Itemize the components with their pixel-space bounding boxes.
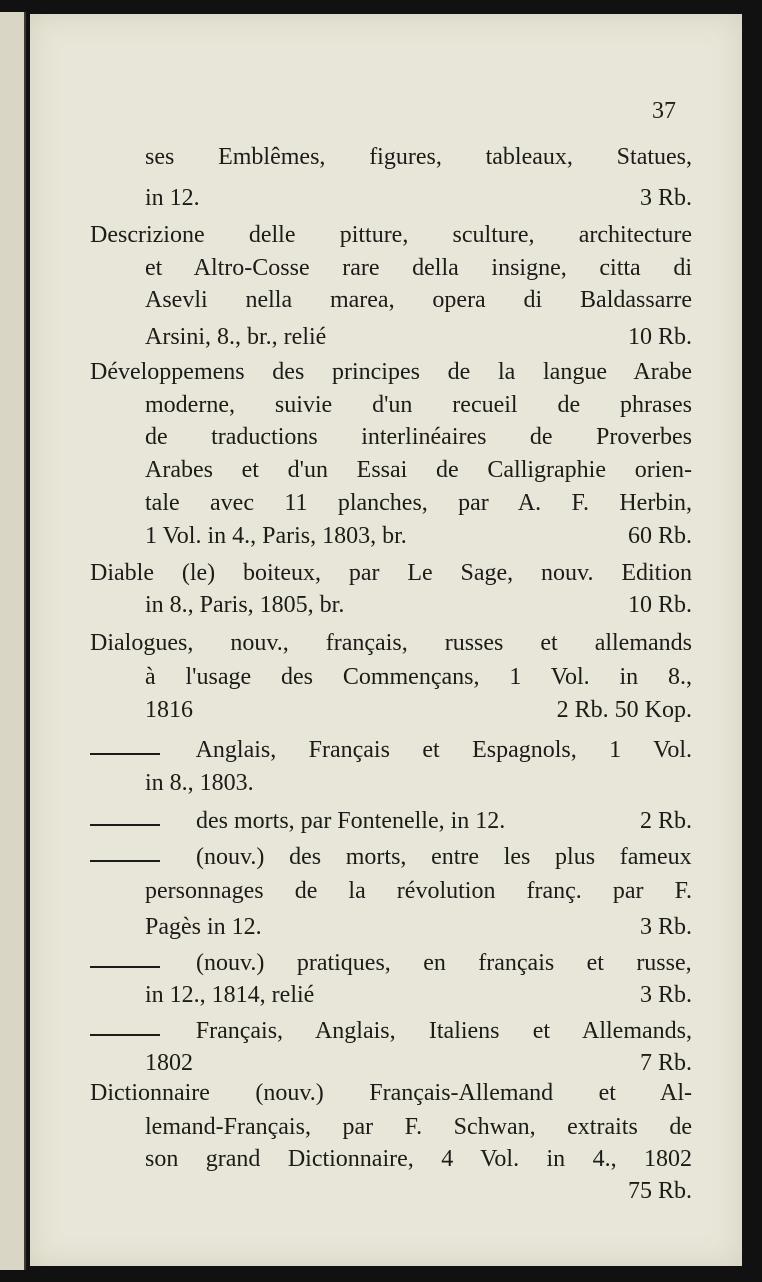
line-text: Asevli nella marea, opera di Baldassarre (145, 287, 692, 313)
line-text: Descrizione delle pitture, sculture, architecture (90, 222, 692, 248)
line-text: lemand-Français, par F. Schwan, extraits de (145, 1114, 692, 1140)
text-line (145, 490, 692, 520)
price: 10 Rb. (627, 324, 692, 350)
text-line (90, 1080, 692, 1110)
text-line (145, 878, 692, 908)
text-line (145, 523, 692, 553)
line-text: et Altro-Cosse rare della insigne, citta di (145, 255, 692, 281)
line-text: personnages de la révolution franç. par F. (145, 878, 692, 904)
ditto-dash (90, 966, 160, 968)
text-line (145, 697, 692, 727)
previous-page-edge (0, 12, 26, 1270)
text-line (90, 1018, 692, 1048)
line-text: in 8., 1803. (145, 770, 254, 796)
line-text: Arsini, 8., br., relié (145, 324, 327, 350)
ditto-dash (90, 1034, 160, 1036)
price: 2 Rb. (639, 808, 692, 834)
text-line (145, 424, 692, 454)
line-text: in 12. (145, 185, 200, 211)
ditto-dash (90, 824, 160, 826)
line-text: des morts, par Fontenelle, in 12. (196, 808, 506, 834)
line-text: 1816 (145, 697, 193, 723)
text-line (145, 1114, 692, 1144)
text-line (145, 914, 692, 944)
text-line (90, 808, 692, 838)
price: 75 Rb. (627, 1178, 692, 1204)
text-line (145, 1050, 692, 1080)
line-text: à l'usage des Commençans, 1 Vol. in 8., (145, 664, 692, 690)
text-line (90, 950, 692, 980)
page-number: 37 (652, 98, 676, 124)
line-text: moderne, suivie d'un recueil de phrases (145, 392, 692, 418)
line-text: Français, Anglais, Italiens et Allemands, (195, 1018, 692, 1044)
line-text: Dictionnaire (nouv.) Français-Allemand et Al- (90, 1080, 692, 1106)
text-line (145, 770, 692, 800)
line-text: tale avec 11 planches, par A. F. Herbin, (145, 490, 692, 516)
line-text: ses Emblêmes, figures, tableaux, Statues, (145, 144, 692, 170)
text-line (145, 457, 692, 487)
text-line (145, 592, 692, 622)
text-line (90, 844, 692, 874)
line-text: Anglais, Français et Espagnols, 1 Vol. (195, 737, 692, 763)
text-line (90, 222, 692, 252)
line-text: 1 Vol. in 4., Paris, 1803, br. (145, 523, 407, 549)
text-line (145, 392, 692, 422)
price: 3 Rb. (639, 185, 692, 211)
text-line (145, 287, 692, 317)
line-text: (nouv.) des morts, entre les plus fameux (196, 844, 692, 870)
text-line (145, 255, 692, 285)
text-line (90, 630, 692, 660)
text-line (145, 982, 692, 1012)
text-line (145, 1146, 692, 1176)
line-text: son grand Dictionnaire, 4 Vol. in 4., 1802 (145, 1146, 692, 1172)
line-text: in 8., Paris, 1805, br. (145, 592, 345, 618)
price: 60 Rb. (627, 523, 692, 549)
price: 7 Rb. (639, 1050, 692, 1076)
price: 2 Rb. 50 Kop. (556, 697, 692, 723)
line-text: 1802 (145, 1050, 193, 1076)
price: 3 Rb. (639, 914, 692, 940)
line-text: Dialogues, nouv., français, russes et allemands (90, 630, 692, 656)
ditto-dash (90, 753, 160, 755)
text-line (145, 324, 692, 354)
line-text: (nouv.) pratiques, en français et russe, (196, 950, 692, 976)
line-text: in 12., 1814, relié (145, 982, 315, 1008)
price: 10 Rb. (627, 592, 692, 618)
ditto-dash (90, 860, 160, 862)
line-text: Pagès in 12. (145, 914, 262, 940)
line-text: de traductions interlinéaires de Proverbes (145, 424, 692, 450)
line-text: Arabes et d'un Essai de Calligraphie orien- (145, 457, 692, 483)
text-line (145, 144, 692, 174)
line-text: Développemens des principes de la langue Arabe (90, 359, 692, 385)
text-line (90, 359, 692, 389)
line-text: Diable (le) boiteux, par Le Sage, nouv. Edition (90, 560, 692, 586)
text-line (145, 1178, 692, 1208)
text-line (90, 737, 692, 767)
price: 3 Rb. (639, 982, 692, 1008)
text-line (145, 664, 692, 694)
text-line (90, 560, 692, 590)
text-line (145, 185, 692, 215)
